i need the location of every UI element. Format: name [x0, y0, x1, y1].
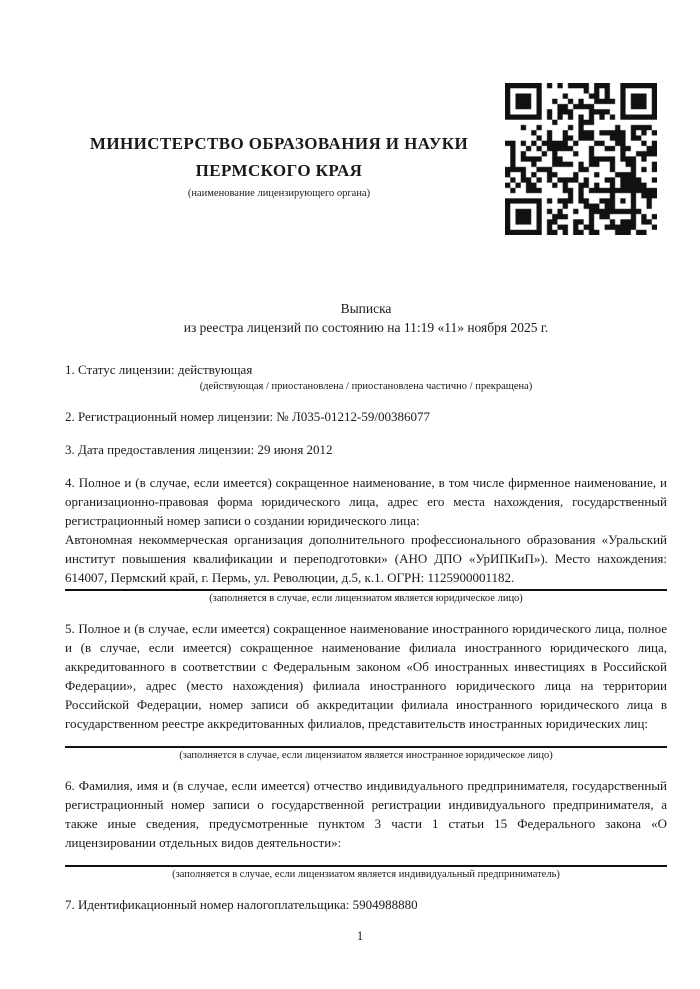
individual-entrepreneur-item — [65, 776, 667, 881]
legal-entity-caption: (заполняется в случае, если лицензиатом является юридическое лицо) — [209, 593, 523, 604]
license-status-caption: (действующая / приостановлена / приостановлена частично / прекращена) — [199, 381, 533, 392]
license-status-item — [65, 360, 667, 393]
fill-line — [65, 865, 667, 867]
page-number: 1 — [356, 928, 364, 943]
licensing-authority-caption: (наименование лицензирующего органа) — [187, 188, 371, 199]
document-title-line2: из реестра лицензий по состоянию на 11:19 «11» ноября 2025 г. — [183, 320, 549, 335]
inn-text: 7. Идентификационный номер налогоплательщика: 5904988880 — [65, 897, 418, 912]
licensing-authority-header — [40, 130, 518, 200]
registration-number-text: 2. Регистрационный номер лицензии: № Л035-01212-59/00386077 — [65, 409, 431, 424]
inn-item — [65, 895, 667, 914]
legal-entity-value: Автономная некоммерческая организация дополнительного профессионального образования «Уральский институт повышения квалификации и переподготовки» (АНО ДПО «УрИПКиП»). Место нахождения: 614007, Пермский край, г. Пермь, ул. Революции, д.5, к.1. ОГРН: 1125900001182. — [65, 532, 667, 585]
grant-date-text: 3. Дата предоставления лицензии: 29 июня 2012 — [65, 442, 333, 457]
individual-entrepreneur-label: 6. Фамилия, имя и (в случае, если имеется) отчество индивидуального предпринимателя, государственный регистрационный номер записи о государственной регистрации индивидуального предпринимателя, а также иные сведения, предусмотренные пунктом 3 части 1 статьи 15 Федерального закона «О лицензировании отдельных видов деятельности»: — [65, 778, 667, 850]
individual-entrepreneur-caption: (заполняется в случае, если лицензиатом является индивидуальный предприниматель) — [172, 869, 560, 880]
document-title-line1: Выписка — [340, 301, 392, 316]
qr-code — [505, 83, 657, 235]
ministry-name — [40, 130, 518, 184]
foreign-entity-caption: (заполняется в случае, если лицензиатом является иностранное юридическое лицо) — [179, 750, 553, 761]
qr-code-image — [505, 83, 657, 235]
legal-entity-label: 4. Полное и (в случае, если имеется) сокращенное наименование, в том числе фирменное наименование, и организационно-правовая форма юридического лица, адрес его места нахождения, государственный регистрационный номер записи о создании юридического лица: — [65, 475, 667, 528]
registration-number-item — [65, 407, 667, 426]
ministry-name-line1: МИНИСТЕРСТВО ОБРАЗОВАНИЯ И НАУКИ — [89, 134, 469, 153]
license-status-text: 1. Статус лицензии: действующая — [65, 362, 253, 377]
legal-entity-item — [65, 473, 667, 605]
document-body — [65, 299, 667, 914]
foreign-entity-item — [65, 619, 667, 762]
fill-line — [65, 589, 667, 591]
grant-date-item — [65, 440, 667, 459]
fill-line — [65, 746, 667, 748]
document-title — [65, 299, 667, 337]
foreign-entity-label: 5. Полное и (в случае, если имеется) сокращенное наименование иностранного юридического лица, полное и (в случае, если имеется) сокращенное наименование филиала иностранного юридического лица, аккредитованного в соответствии с Федеральным законом «Об иностранных инвестициях в Российской Федерации», адрес (место нахождения) филиала иностранного юридического лица на территории Российской Федерации, номер записи об аккредитации филиала иностранного юридического лица в государственном реестре аккредитованных филиалов, представительств иностранных юридических лиц: — [65, 621, 667, 731]
ministry-name-line2: ПЕРМСКОГО КРАЯ — [195, 161, 363, 180]
